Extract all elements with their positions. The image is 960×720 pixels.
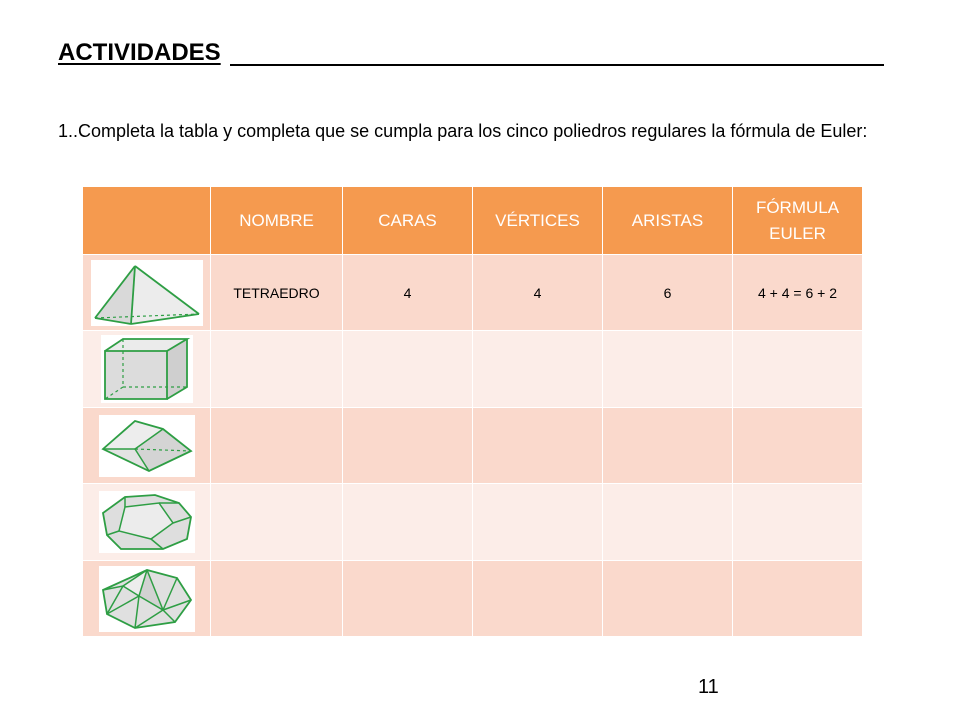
header-vertices: VÉRTICES: [473, 187, 603, 255]
cell-vertices: [473, 331, 603, 408]
polyhedron-image-cell: [83, 255, 211, 331]
cell-vertices: [473, 484, 603, 561]
table-row: [83, 408, 863, 484]
cell-caras: [343, 331, 473, 408]
cell-vertices: [473, 561, 603, 637]
table-row: [83, 484, 863, 561]
header-caras: CARAS: [343, 187, 473, 255]
cell-nombre: [211, 408, 343, 484]
cell-aristas: [603, 484, 733, 561]
cell-nombre: [211, 561, 343, 637]
cell-nombre: [211, 331, 343, 408]
polyhedron-image-cell: [83, 561, 211, 637]
title-underline-rule: [230, 38, 884, 66]
polyhedron-image-cell: [83, 331, 211, 408]
cell-caras: [343, 408, 473, 484]
polyhedron-image-cell: [83, 408, 211, 484]
octahedron-icon: [99, 415, 195, 477]
cell-formula: [733, 408, 863, 484]
table-row: [83, 331, 863, 408]
cell-caras: [343, 484, 473, 561]
cell-caras: 4: [343, 255, 473, 331]
cell-caras: [343, 561, 473, 637]
cell-formula: [733, 484, 863, 561]
icosahedron-icon: [99, 566, 195, 632]
polyhedra-table: [82, 186, 863, 637]
page-title: [58, 38, 908, 68]
header-image-column: [83, 187, 211, 255]
table-row: [83, 561, 863, 637]
cell-vertices: 4: [473, 255, 603, 331]
title-text: ACTIVIDADES: [58, 39, 221, 66]
cell-formula: [733, 331, 863, 408]
cell-formula: 4 + 4 = 6 + 2: [733, 255, 863, 331]
page-number: 11: [698, 676, 719, 698]
tetrahedron-icon: [91, 260, 203, 326]
cell-aristas: [603, 331, 733, 408]
instructions-text: 1..Completa la tabla y completa que se cumpla para los cinco poliedros regulares la fórmula de Euler:: [58, 121, 868, 141]
header-formula-euler: FÓRMULA EULER: [733, 187, 863, 255]
polyhedron-image-cell: [83, 484, 211, 561]
header-nombre: NOMBRE: [211, 187, 343, 255]
cell-aristas: [603, 408, 733, 484]
cell-nombre: [211, 484, 343, 561]
cell-formula: [733, 561, 863, 637]
cell-aristas: [603, 561, 733, 637]
table-header-row: [83, 187, 863, 255]
cube-icon: [101, 335, 193, 403]
header-aristas: ARISTAS: [603, 187, 733, 255]
table-row: [83, 255, 863, 331]
dodecahedron-icon: [99, 491, 195, 553]
cell-nombre: TETRAEDRO: [211, 255, 343, 331]
cell-aristas: 6: [603, 255, 733, 331]
cell-vertices: [473, 408, 603, 484]
